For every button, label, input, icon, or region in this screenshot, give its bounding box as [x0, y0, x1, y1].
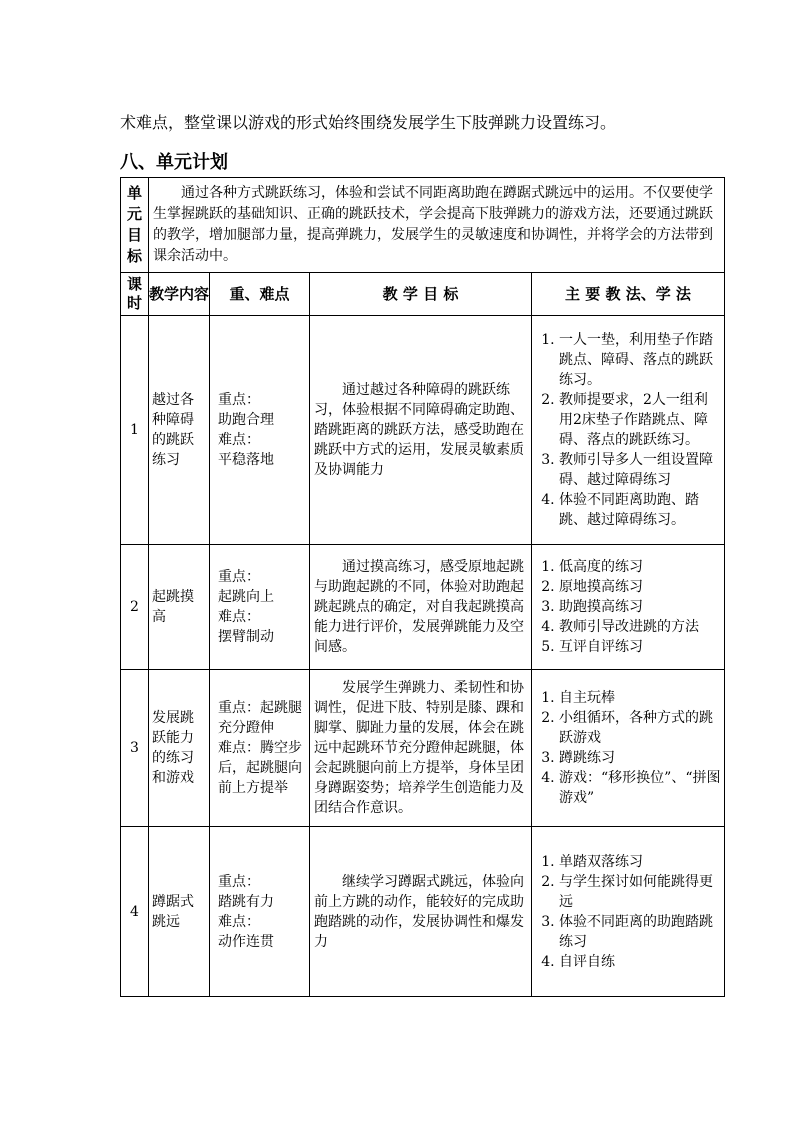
- method-item: 1. 自主玩棒: [559, 688, 721, 708]
- table-row: [121, 670, 725, 827]
- header-lesson: 课时: [121, 273, 149, 316]
- key-point-label: 重点：: [218, 569, 260, 585]
- lesson-key-points: [210, 545, 310, 670]
- lesson-methods: [532, 316, 725, 545]
- header-methods: 主 要 教 法、学 法: [532, 273, 725, 316]
- key-point: 踏跳有力: [218, 893, 274, 910]
- lesson-content: 越过各种障碍的跳跃练习: [149, 316, 210, 545]
- header-content: 教学内容: [149, 273, 210, 316]
- method-item: 3. 助跑摸高练习: [559, 597, 721, 617]
- difficulty: 动作连贯: [218, 933, 274, 950]
- lesson-number: 1: [121, 316, 149, 545]
- lesson-objective: 通过越过各种障碍的跳跃练习，体验根据不同障碍确定助跑、踏跳距离的跳跃方法，感受助跑在跳跃中方式的运用，发展灵敏素质及协调能力: [310, 316, 532, 545]
- difficulty: 摆臂制动: [218, 629, 274, 645]
- intro-paragraph: 术难点，整堂课以游戏的形式始终围绕发展学生下肢弹跳力设置练习。: [120, 113, 617, 132]
- lesson-number: 2: [121, 545, 149, 670]
- key-point-label: 重点：: [218, 873, 260, 890]
- table-row: [121, 545, 725, 670]
- section-heading: 八、单元计划: [120, 152, 228, 173]
- lesson-methods: [532, 545, 725, 670]
- lesson-content: 起跳摸高: [149, 545, 210, 670]
- difficulty-label: 难点：: [218, 913, 260, 930]
- lesson-number: 4: [121, 827, 149, 997]
- difficulty-label: 难点：: [218, 609, 260, 625]
- method-item: 1. 低高度的练习: [559, 557, 721, 577]
- lesson-content: 蹲踞式跳远: [149, 827, 210, 997]
- method-item: 2. 教师提要求，2人一组利用2床垫子作踏跳点、障碍、落点的跳跃练习。: [559, 390, 721, 450]
- lesson-key-points: [210, 827, 310, 997]
- method-item: 2. 小组循环，各种方式的跳跃游戏: [559, 708, 721, 748]
- header-objectives: 教 学 目 标: [310, 273, 532, 316]
- lesson-methods: [532, 670, 725, 827]
- header-key-points: 重、难点: [210, 273, 310, 316]
- lesson-objective: 通过摸高练习，感受原地起跳与助跑起跳的不同，体验对助跑起跳起跳点的确定，对自我起跳摸高能力进行评价，发展弹跳能力及空间感。: [310, 545, 532, 670]
- table-row: [121, 316, 725, 545]
- lesson-content: 发展跳跃能力的练习和游戏: [149, 670, 210, 827]
- difficulty: 平稳落地: [218, 452, 274, 468]
- method-item: 2. 与学生探讨如何能跳得更远: [559, 872, 721, 912]
- key-point-label: 重点：: [218, 700, 260, 716]
- key-point: 起跳腿充分蹬伸: [218, 700, 302, 736]
- unit-goal-label: 单元目标: [121, 178, 149, 273]
- method-item: 5. 互评自评练习: [559, 637, 721, 657]
- difficulty-label: 难点：: [218, 740, 260, 756]
- key-point: 助跑合理: [218, 412, 274, 428]
- method-item: 1. 单踏双落练习: [559, 852, 721, 872]
- header-row: [121, 273, 725, 316]
- difficulty-label: 难点：: [218, 432, 260, 448]
- key-point: 起跳向上: [218, 589, 274, 605]
- lesson-key-points: [210, 670, 310, 827]
- unit-goal-text: 通过各种方式跳跃练习，体验和尝试不同距离助跑在蹲踞式跳远中的运用。不仅要使学生掌握跳跃的基础知识、正确的跳跃技术，学会提高下肢弹跳力的游戏方法，还要通过跳跃的教学，增加腿部力量，提高弹跳力，发展学生的灵敏速度和协调性，并将学会的方法带到课余活动中。: [149, 178, 725, 273]
- method-item: 3. 教师引导多人一组设置障碍、越过障碍练习: [559, 450, 721, 490]
- key-point-label: 重点：: [218, 392, 260, 408]
- unit-goal-row: [121, 178, 725, 273]
- method-item: 4. 自评自练: [559, 952, 721, 972]
- method-item: 4. 游戏：“移形换位”、“拼图游戏”: [559, 768, 721, 808]
- lesson-objective: 继续学习蹲踞式跳远，体验向前上方跳的动作，能较好的完成助跑踏跳的动作，发展协调性和爆发力: [310, 827, 532, 997]
- lesson-methods: [532, 827, 725, 997]
- method-item: 3. 体验不同距离的助跑踏跳练习: [559, 912, 721, 952]
- method-item: 4. 教师引导改进跳的方法: [559, 617, 721, 637]
- lesson-number: 3: [121, 670, 149, 827]
- method-item: 4. 体验不同距离助跑、踏跳、越过障碍练习。: [559, 490, 721, 530]
- lesson-objective: 发展学生弹跳力、柔韧性和协调性，促进下肢、特别是膝、踝和脚掌、脚趾力量的发展，体会在跳远中起跳环节充分蹬伸起跳腿，体会起跳腿向前上方提举，身体呈团身蹲踞姿势；培养学生创造能力及团结合作意识。: [310, 670, 532, 827]
- unit-plan-table: [120, 177, 725, 997]
- table-row: [121, 827, 725, 997]
- difficulty: 腾空步后，起跳腿向前上方提举: [218, 740, 302, 796]
- lesson-key-points: [210, 316, 310, 545]
- method-item: 3. 蹲跳练习: [559, 748, 721, 768]
- method-item: 2. 原地摸高练习: [559, 577, 721, 597]
- method-item: 1. 一人一垫，利用垫子作踏跳点、障碍、落点的跳跃练习。: [559, 330, 721, 390]
